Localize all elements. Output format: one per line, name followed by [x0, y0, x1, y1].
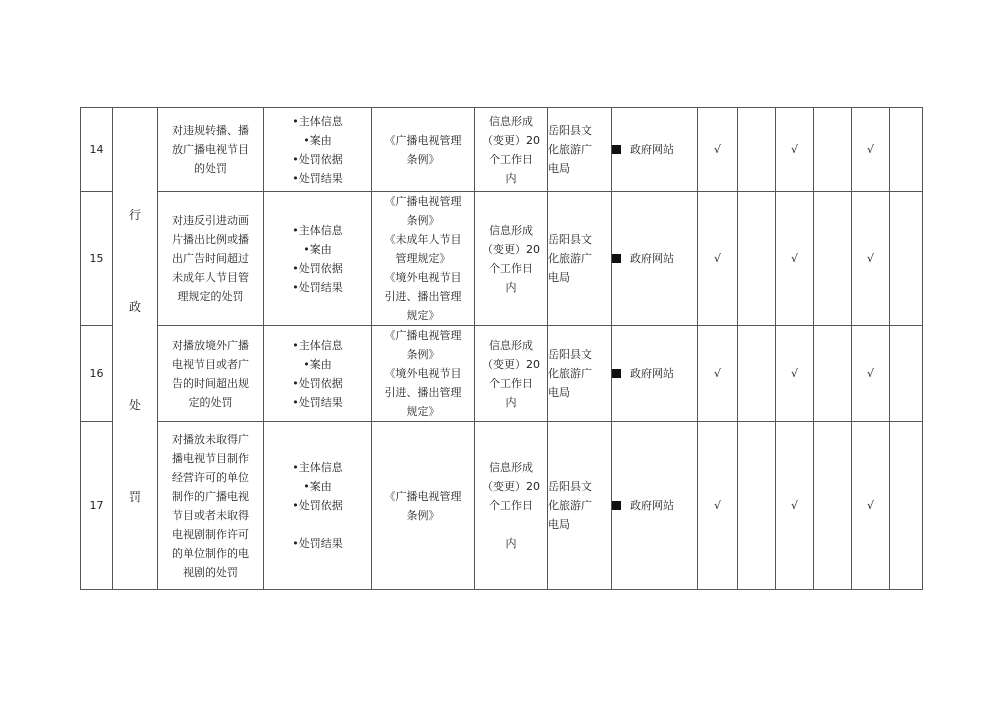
check-cell: [814, 108, 852, 192]
matter-line: 节目或者未取得: [172, 508, 249, 522]
channel-label: 政府网站: [630, 499, 674, 512]
check-cell: [814, 192, 852, 326]
dept-line: 电局: [548, 518, 570, 531]
content-line: •处罚依据: [292, 499, 343, 512]
check-cell: [738, 192, 776, 326]
check-cell: √: [776, 326, 814, 422]
content-line: •处罚依据: [292, 152, 343, 166]
basis-line: 管理规定》: [395, 252, 451, 265]
matter-line: 经营许可的单位: [172, 470, 249, 484]
matter-line: 理规定的处罚: [177, 290, 244, 303]
content-line: •处罚依据: [292, 376, 343, 390]
disclosure-content: [264, 326, 372, 422]
content-line: •处罚结果: [292, 280, 343, 294]
row-number: 14: [81, 108, 113, 192]
check-cell: [738, 326, 776, 422]
time-line: 信息形成: [489, 114, 533, 128]
content-line: •案由: [303, 480, 332, 493]
matter-line: 出广告时间超过: [172, 252, 249, 265]
matter-line: 对播放境外广播: [172, 338, 249, 352]
disclosure-content: [264, 192, 372, 326]
time-line: 内: [505, 171, 517, 185]
check-cell: √: [698, 192, 738, 326]
check-cell: [738, 422, 776, 590]
dept-line: 化旅游广: [548, 252, 592, 265]
check-cell: √: [852, 422, 890, 590]
content-line: •主体信息: [292, 338, 343, 352]
time-line: （变更）20: [482, 242, 540, 256]
content-line: •主体信息: [292, 223, 343, 237]
disclosure-channel: [612, 422, 698, 590]
time-line: （变更）20: [482, 357, 540, 371]
basis-line: 条例》: [406, 508, 440, 522]
legal-basis: [372, 326, 475, 422]
check-cell: [738, 108, 776, 192]
disclosure-time: [475, 192, 548, 326]
matter-line: 的处罚: [194, 162, 227, 175]
category-char: 罚: [128, 490, 141, 504]
dept-line: 电局: [548, 271, 570, 284]
time-line: [475, 515, 547, 534]
responsible-dept: [548, 108, 612, 192]
disclosure-time: [475, 422, 548, 590]
content-line: •案由: [303, 242, 332, 256]
disclosure-channel: [612, 192, 698, 326]
channel-label: 政府网站: [630, 367, 674, 380]
dept-line: 化旅游广: [548, 143, 592, 156]
basis-line: 《未成年人节目: [384, 233, 462, 246]
channel-label: 政府网站: [630, 143, 674, 156]
check-cell: √: [698, 108, 738, 192]
row-number: 15: [81, 192, 113, 326]
matter-line: 电视剧制作许可: [172, 527, 249, 541]
disclosure-time: [475, 108, 548, 192]
matter-line: 播电视节目制作: [172, 451, 249, 465]
check-cell: √: [698, 326, 738, 422]
dept-line: 电局: [548, 162, 570, 175]
content-line: •处罚结果: [292, 395, 343, 409]
disclosure-channel: [612, 108, 698, 192]
matter-item: [158, 326, 264, 422]
basis-line: 规定》: [406, 309, 440, 322]
matter-line: 告的时间超出规: [172, 376, 249, 390]
matter-line: 放广播电视节目: [172, 143, 249, 156]
basis-line: 条例》: [406, 152, 440, 166]
content-line: •案由: [303, 133, 332, 147]
matter-line: 未成年人节目管: [172, 271, 249, 284]
check-cell: √: [776, 422, 814, 590]
category-char: 处: [128, 398, 141, 412]
time-line: 个工作日: [489, 376, 533, 390]
content-line: •主体信息: [292, 461, 343, 474]
content-line: •主体信息: [292, 114, 343, 128]
category-char: 行: [128, 208, 141, 222]
dept-line: 岳阳县文: [548, 348, 592, 361]
row-number: 16: [81, 326, 113, 422]
basis-line: 《广播电视管理: [384, 329, 462, 342]
disclosure-content: [264, 108, 372, 192]
time-line: 个工作日: [489, 261, 533, 275]
matter-item: [158, 422, 264, 590]
content-line: •处罚依据: [292, 261, 343, 275]
row-number: 17: [81, 422, 113, 590]
check-cell: [890, 108, 923, 192]
time-line: 内: [505, 280, 517, 294]
check-cell: [890, 326, 923, 422]
time-line: 个工作日: [489, 152, 533, 166]
matter-item: [158, 192, 264, 326]
square-bullet-icon: [612, 145, 621, 154]
time-line: 内: [505, 537, 517, 550]
check-cell: √: [852, 326, 890, 422]
check-cell: √: [776, 192, 814, 326]
category-cell: [113, 108, 158, 590]
square-bullet-icon: [612, 254, 621, 263]
square-bullet-icon: [612, 369, 621, 378]
dept-line: 岳阳县文: [548, 233, 592, 246]
time-line: 信息形成: [489, 223, 533, 237]
matter-line: 对违规转播、播: [172, 124, 249, 137]
content-line: [264, 515, 371, 534]
responsible-dept: [548, 422, 612, 590]
table-row: [81, 422, 923, 590]
disclosure-table: [80, 107, 923, 590]
basis-line: 条例》: [406, 348, 440, 361]
content-line: •案由: [303, 357, 332, 371]
time-line: 信息形成: [489, 461, 533, 474]
channel-label: 政府网站: [630, 252, 674, 265]
matter-line: 片播出比例或播: [172, 233, 249, 246]
matter-line: 电视节目或者广: [172, 357, 249, 371]
dept-line: 岳阳县文: [548, 480, 592, 493]
check-cell: √: [698, 422, 738, 590]
basis-line: 《境外电视节目: [384, 367, 462, 380]
check-cell: √: [852, 192, 890, 326]
legal-basis: [372, 108, 475, 192]
table-row: [81, 326, 923, 422]
basis-line: 《广播电视管理: [384, 489, 462, 503]
disclosure-channel: [612, 326, 698, 422]
basis-line: 《广播电视管理: [384, 133, 462, 147]
check-cell: √: [852, 108, 890, 192]
responsible-dept: [548, 192, 612, 326]
disclosure-time: [475, 326, 548, 422]
dept-line: 岳阳县文: [548, 124, 592, 137]
basis-line: 条例》: [406, 214, 440, 227]
time-line: 内: [505, 395, 517, 409]
matter-line: 定的处罚: [188, 395, 233, 409]
matter-line: 对违反引进动画: [172, 214, 249, 227]
dept-line: 电局: [548, 386, 570, 399]
basis-line: 《广播电视管理: [384, 195, 462, 208]
square-bullet-icon: [612, 501, 621, 510]
content-line: •处罚结果: [292, 171, 343, 185]
check-cell: [890, 422, 923, 590]
table-row: [81, 192, 923, 326]
time-line: 信息形成: [489, 338, 533, 352]
content-line: •处罚结果: [292, 537, 343, 550]
dept-line: 化旅游广: [548, 499, 592, 512]
matter-line: 对播放未取得广: [172, 432, 249, 446]
disclosure-content: [264, 422, 372, 590]
basis-line: 引进、播出管理: [384, 290, 462, 303]
matter-line: 的单位制作的电: [172, 546, 249, 560]
dept-line: 化旅游广: [548, 367, 592, 380]
time-line: （变更）20: [482, 133, 540, 147]
time-line: （变更）20: [482, 480, 540, 493]
category-char: 政: [128, 300, 141, 314]
check-cell: [814, 422, 852, 590]
table-row: [81, 108, 923, 192]
legal-basis: [372, 422, 475, 590]
matter-line: 制作的广播电视: [172, 489, 249, 503]
basis-line: 《境外电视节目: [384, 271, 462, 284]
check-cell: [890, 192, 923, 326]
time-line: 个工作日: [489, 499, 533, 512]
responsible-dept: [548, 326, 612, 422]
basis-line: 规定》: [406, 405, 440, 418]
basis-line: 引进、播出管理: [384, 386, 462, 399]
check-cell: √: [776, 108, 814, 192]
check-cell: [814, 326, 852, 422]
legal-basis: [372, 192, 475, 326]
matter-item: [158, 108, 264, 192]
matter-line: 视剧的处罚: [183, 565, 238, 579]
